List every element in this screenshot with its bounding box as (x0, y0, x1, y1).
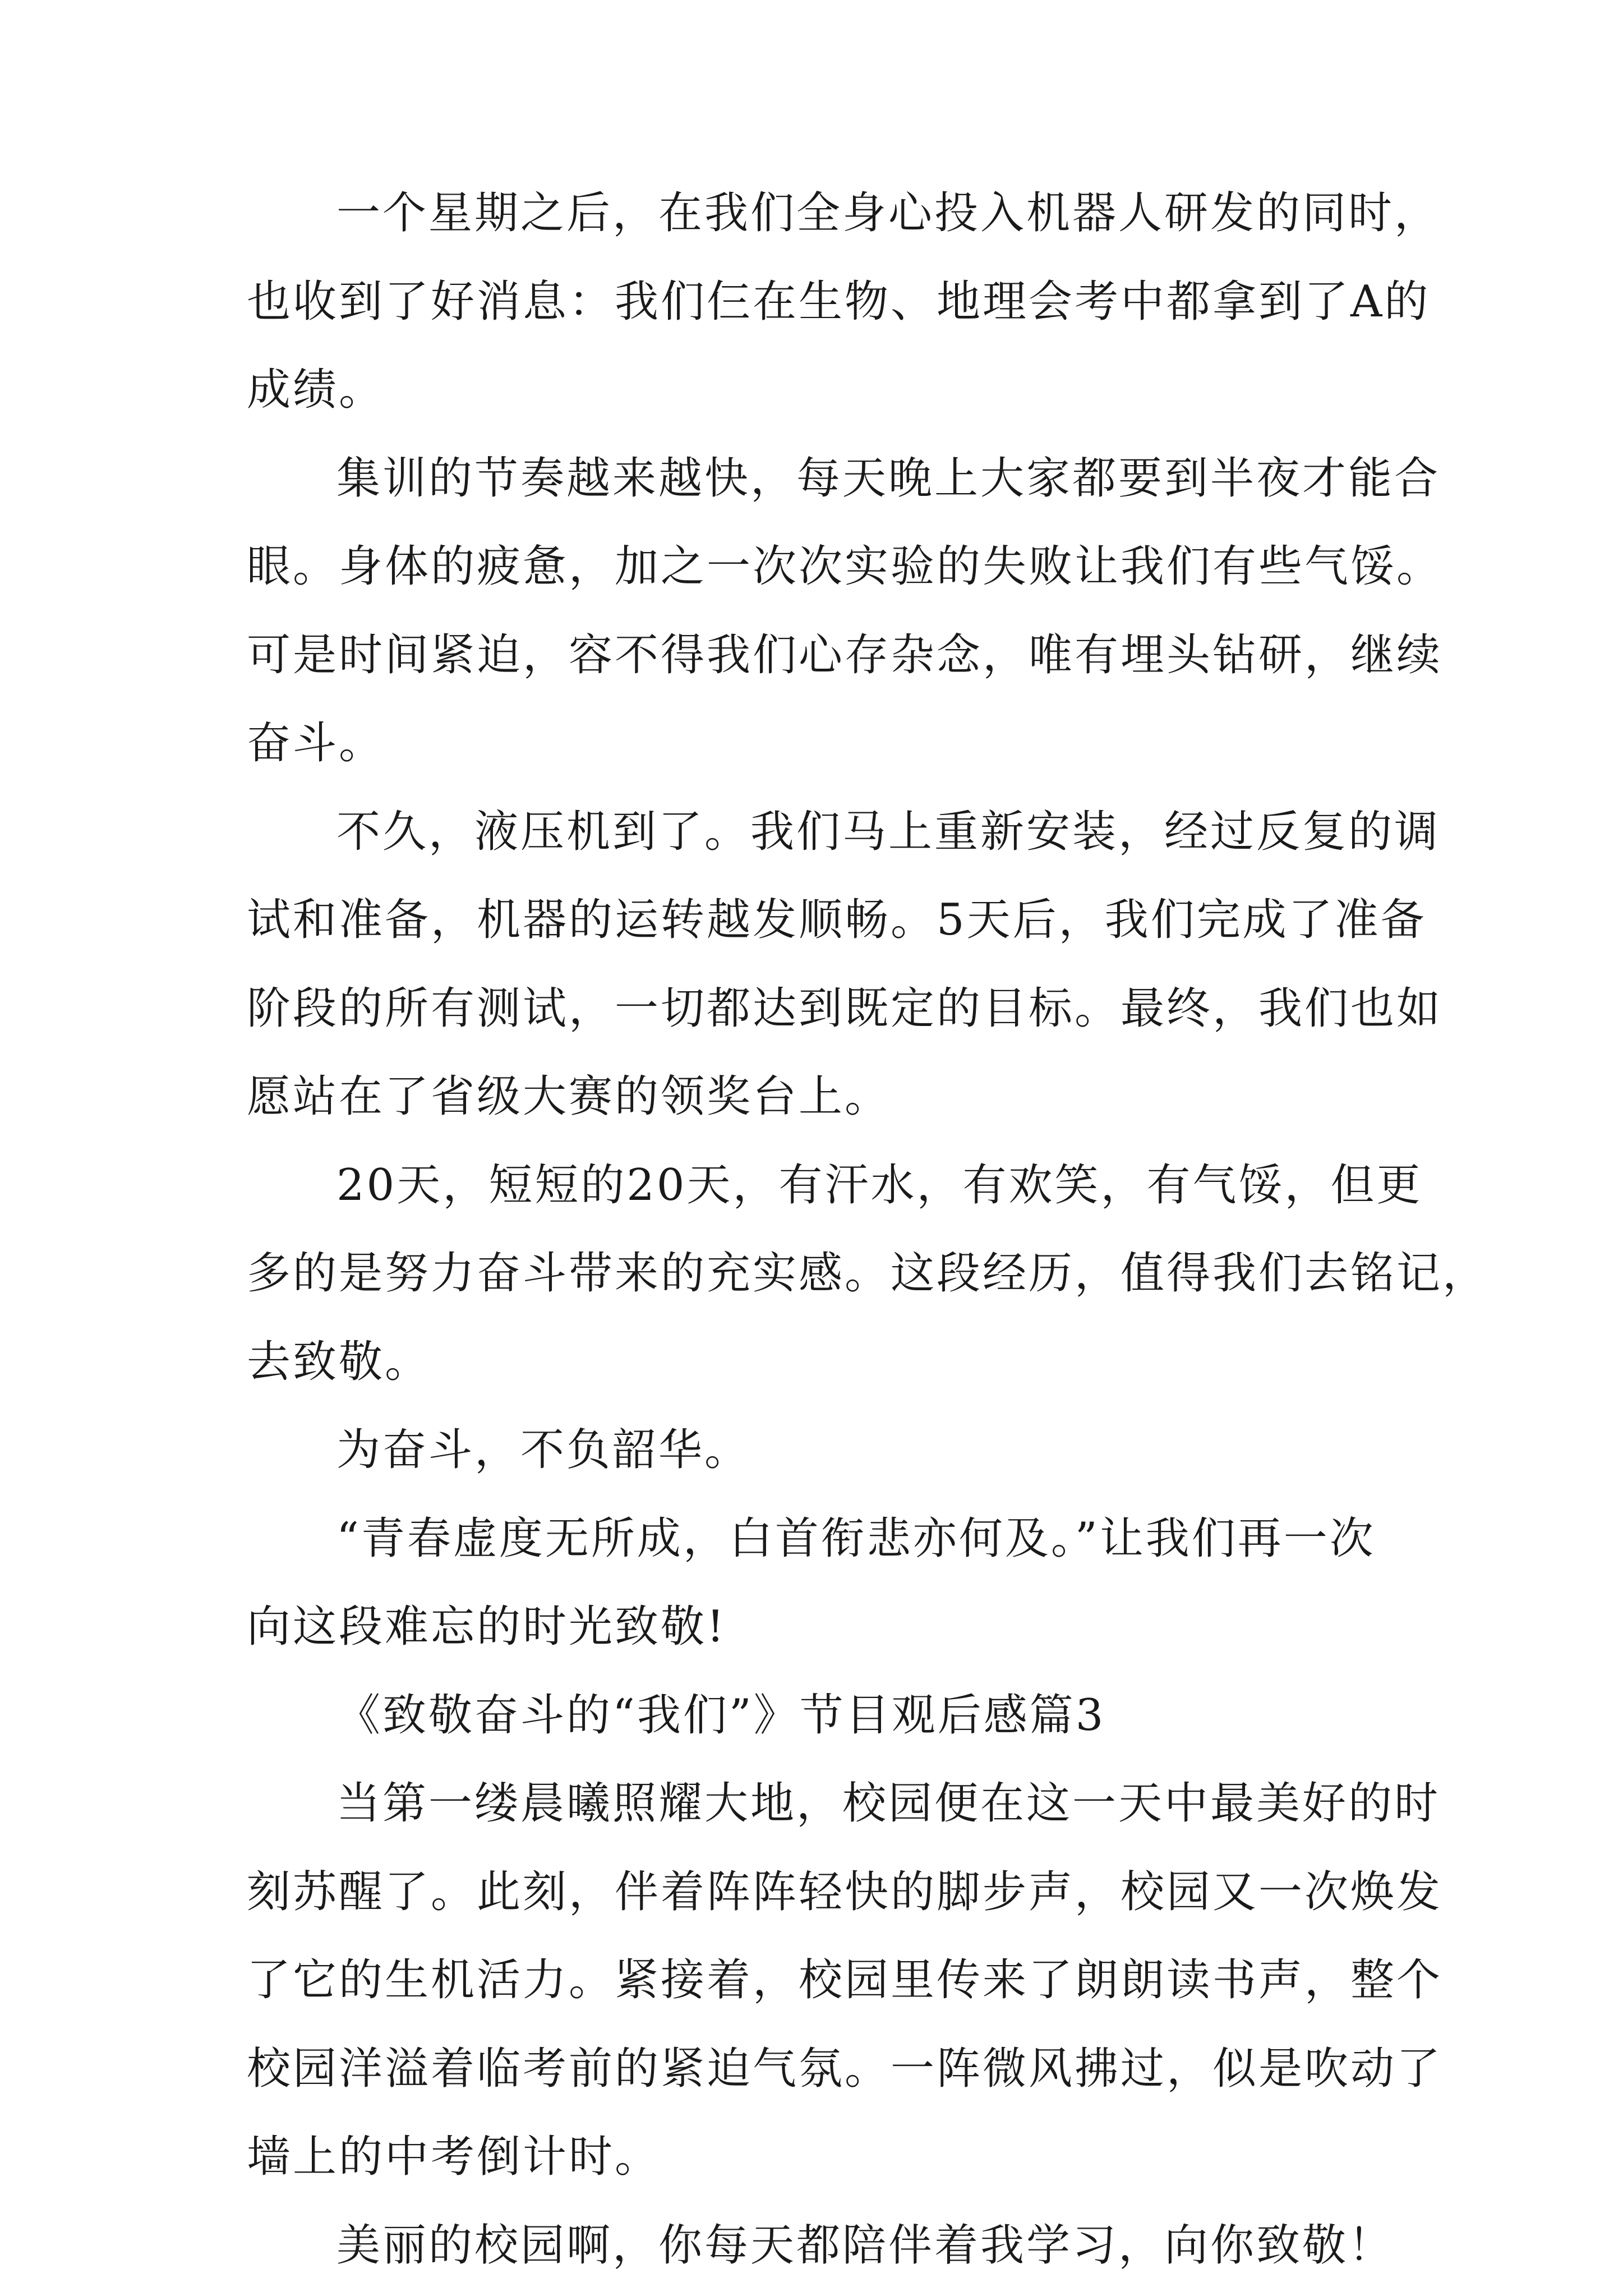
paragraph-8-line-5: 墙上的中考倒计时。 (247, 2132, 661, 2182)
paragraph-5-line-1: 为奋斗，不负韶华。 (336, 1425, 751, 1475)
paragraph-4-line-3: 去致敬。 (247, 1336, 431, 1387)
paragraph-1-line-3: 成绩。 (247, 365, 385, 415)
paragraph-6-line-2: 向这段难忘的时光致敬! (247, 1602, 727, 1652)
paragraph-3-line-4: 愿站在了省级大赛的领奖台上。 (247, 1071, 891, 1122)
paragraph-2-line-4: 奋斗。 (247, 718, 385, 769)
section-heading: 《致敬奋斗的“我们”》节目观后感篇3 (336, 1690, 1106, 1741)
paragraph-2-line-1: 集训的节奏越来越快，每天晚上大家都要到半夜才能合 (336, 453, 1441, 504)
paragraph-2-line-3: 可是时间紧迫，容不得我们心存杂念，唯有埋头钻研，继续 (247, 629, 1443, 680)
paragraph-1-line-2: 也收到了好消息：我们仨在生物、地理会考中都拿到了A的 (247, 276, 1431, 327)
paragraph-9-line-1: 美丽的校园啊，你每天都陪伴着我学习，向你致敬！ (336, 2220, 1395, 2271)
paragraph-2-line-2: 眼。身体的疲惫，加之一次次实验的失败让我们有些气馁。 (247, 541, 1443, 592)
paragraph-8-line-2: 刻苏醒了。此刻，伴着阵阵轻快的脚步声，校园又一次焕发 (247, 1866, 1443, 1917)
paragraph-3-line-1: 不久，液压机到了。我们马上重新安装，经过反复的调 (336, 806, 1441, 857)
paragraph-1-line-1: 一个星期之后，在我们全身心投入机器人研发的同时， (336, 188, 1441, 238)
paragraph-8-line-3: 了它的生机活力。紧接着，校园里传来了朗朗读书声，整个 (247, 1955, 1443, 2005)
paragraph-3-line-3: 阶段的所有测试，一切都达到既定的目标。最终，我们也如 (247, 983, 1443, 1034)
paragraph-6-line-1: “青春虚度无所成，白首衔悲亦何及。”让我们再一次 (336, 1513, 1376, 1564)
paragraph-3-line-2: 试和准备，机器的运转越发顺畅。5天后，我们完成了准备 (247, 895, 1427, 945)
paragraph-8-line-4: 校园洋溢着临考前的紧迫气氛。一阵微风拂过，似是吹动了 (247, 2043, 1443, 2094)
paragraph-4-line-1: 20天，短短的20天，有汗水，有欢笑，有气馁，但更 (336, 1159, 1423, 1211)
paragraph-4-line-2: 多的是努力奋斗带来的充实感。这段经历，值得我们去铭记， (247, 1248, 1489, 1299)
paragraph-8-line-1: 当第一缕晨曦照耀大地，校园便在这一天中最美好的时 (336, 1778, 1441, 1829)
